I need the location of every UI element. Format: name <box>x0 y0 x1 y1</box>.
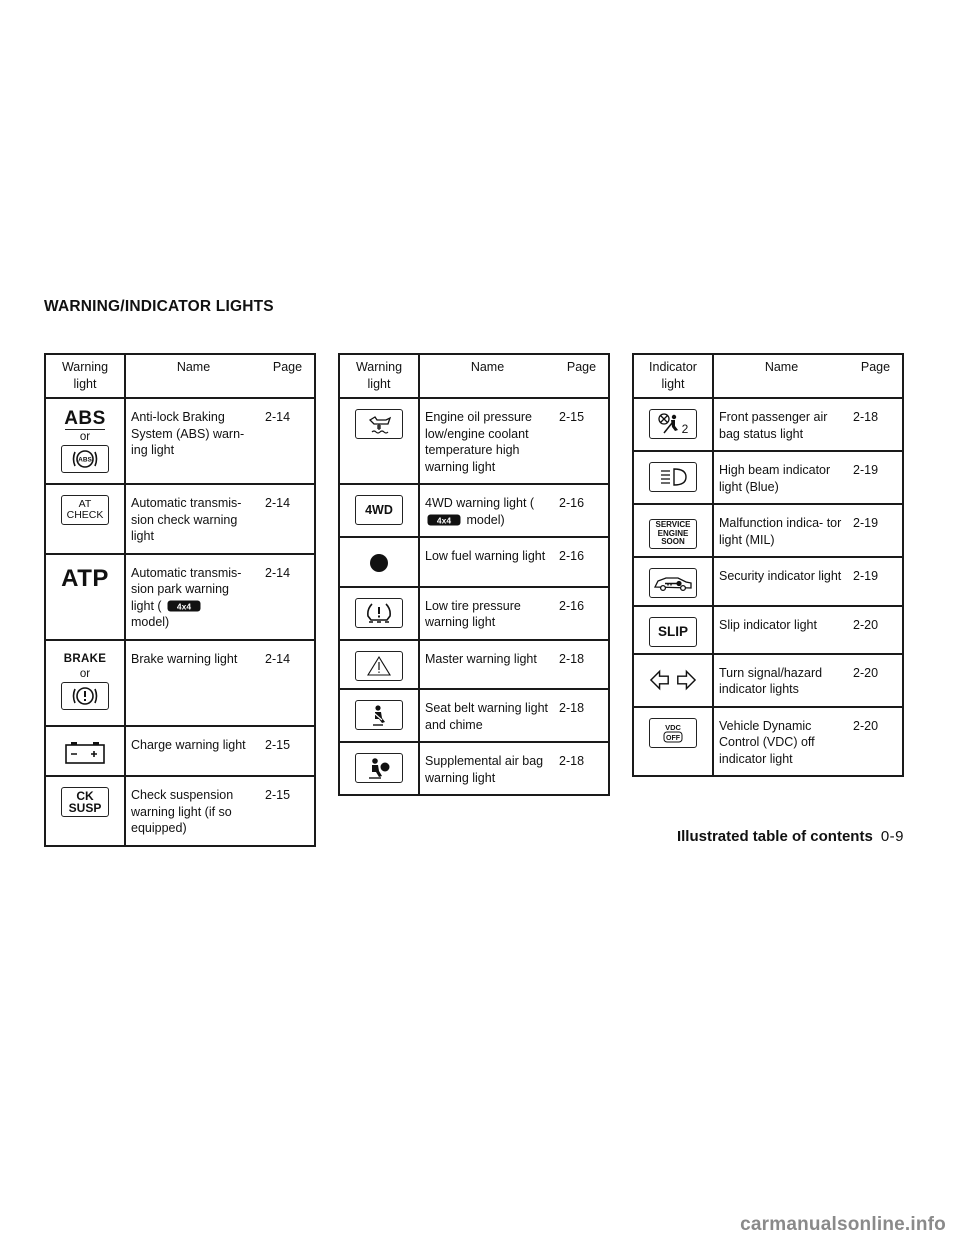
page-ref: 2-16 <box>555 587 609 640</box>
page-ref: 2-16 <box>555 537 609 587</box>
airbag-icon <box>355 753 403 783</box>
light-name-text: model) <box>466 512 505 527</box>
light-name: High beam indicator light (Blue) <box>713 451 849 504</box>
svg-text:VDC: VDC <box>665 722 681 732</box>
turn-signal-icon <box>649 665 697 695</box>
light-name: Low fuel warning light <box>419 537 555 587</box>
master-warning-icon <box>355 651 403 681</box>
page-footer <box>677 828 904 845</box>
light-name: Charge warning light <box>125 726 261 777</box>
light-name: Seat belt warning light and chime <box>419 689 555 742</box>
abs-circle-icon <box>61 445 109 473</box>
header-name: Name <box>713 354 849 398</box>
page-ref: 2-18 <box>849 398 903 451</box>
footer-section: Illustrated table of contents <box>676 828 873 845</box>
indicator-lights-table <box>632 353 904 777</box>
light-name: Brake warning light <box>125 640 261 726</box>
tire-pressure-icon <box>355 598 403 628</box>
table-row <box>339 640 609 690</box>
watermark: carmanualsonline.info <box>740 1214 946 1235</box>
footer-page-number: 0-9 <box>880 828 904 845</box>
page-ref: 2-14 <box>261 640 315 726</box>
table-row <box>633 606 903 654</box>
table-row <box>45 554 315 640</box>
light-name: Slip indicator light <box>713 606 849 654</box>
header-light: Indicator light <box>633 354 713 398</box>
table-header-row <box>45 354 315 398</box>
page-ref: 2-14 <box>261 484 315 554</box>
table-row <box>339 537 609 587</box>
light-name-text: model) <box>131 615 170 629</box>
header-page: Page <box>555 354 609 398</box>
seat-belt-icon <box>355 700 403 730</box>
svg-text:ABS: ABS <box>78 456 92 464</box>
at-check-icon: AT CHECK <box>61 495 109 525</box>
table-row <box>339 742 609 795</box>
svg-text:2: 2 <box>681 422 689 436</box>
svg-text:4x4: 4x4 <box>436 515 452 526</box>
light-name <box>419 484 555 537</box>
table-row <box>45 726 315 777</box>
light-name-text: 4WD warning light ( <box>425 496 535 510</box>
brake-text-icon: BRAKE <box>63 652 107 665</box>
oil-can-icon <box>355 409 403 439</box>
header-light: Warning light <box>339 354 419 398</box>
table-row <box>45 640 315 726</box>
battery-icon <box>61 737 109 767</box>
slip-icon: SLIP <box>649 617 697 647</box>
section-title: WARNING/INDICATOR LIGHTS <box>44 298 274 315</box>
header-name: Name <box>125 354 261 398</box>
page-ref: 2-19 <box>849 557 903 606</box>
passenger-airbag-icon <box>649 409 697 439</box>
page-ref: 2-20 <box>849 606 903 654</box>
light-name: Vehicle Dynamic Control (VDC) off indicator light <box>713 707 849 777</box>
page-ref: 2-15 <box>555 398 609 484</box>
security-car-icon <box>649 568 697 598</box>
vdc-off-icon <box>649 718 697 748</box>
warning-lights-table-2 <box>338 353 610 796</box>
header-page: Page <box>849 354 903 398</box>
light-name: Supplemental air bag warning light <box>419 742 555 795</box>
table-row <box>633 398 903 451</box>
light-name: Front passenger air bag status light <box>713 398 849 451</box>
page-ref: 2-19 <box>849 451 903 504</box>
light-name: Malfunction indica- tor light (MIL) <box>713 504 849 557</box>
light-name: Security indicator light <box>713 557 849 606</box>
light-name: Anti-lock Braking System (ABS) warn- ing light <box>125 398 261 484</box>
header-name: Name <box>419 354 555 398</box>
table-row <box>633 451 903 504</box>
table-row <box>633 557 903 606</box>
light-name <box>125 554 261 640</box>
4wd-icon: 4WD <box>355 495 403 525</box>
page-ref: 2-14 <box>261 398 315 484</box>
table-header-row <box>339 354 609 398</box>
table-row <box>633 654 903 707</box>
light-name: Master warning light <box>419 640 555 690</box>
table-row <box>339 689 609 742</box>
light-name: Turn signal/hazard indicator lights <box>713 654 849 707</box>
page-ref: 2-18 <box>555 640 609 690</box>
light-name-text: Automatic transmis- sion park warning light ( <box>131 565 242 613</box>
warning-lights-table-1 <box>44 353 316 847</box>
table-row <box>45 484 315 554</box>
4x4-badge-icon <box>167 600 201 612</box>
table-row <box>339 484 609 537</box>
svg-text:OFF: OFF <box>666 734 680 742</box>
table-header-row <box>633 354 903 398</box>
4x4-badge-icon <box>427 514 461 526</box>
page-ref: 2-15 <box>261 726 315 777</box>
page-ref: 2-19 <box>849 504 903 557</box>
page-ref: 2-14 <box>261 554 315 640</box>
light-name: Check suspension warning light (if so equipped) <box>125 776 261 846</box>
svg-text:4x4: 4x4 <box>176 601 192 612</box>
ck-susp-icon: CK SUSP <box>61 787 109 817</box>
page-ref: 2-18 <box>555 742 609 795</box>
light-name: Low tire pressure warning light <box>419 587 555 640</box>
abs-warning-icon: ABS <box>64 408 106 429</box>
high-beam-icon <box>649 462 697 492</box>
page-ref: 2-20 <box>849 654 903 707</box>
table-row <box>339 398 609 484</box>
table-row <box>45 398 315 484</box>
brake-circle-icon <box>61 682 109 710</box>
page-ref: 2-15 <box>261 776 315 846</box>
fuel-dot-icon <box>355 548 403 578</box>
page-ref: 2-20 <box>849 707 903 777</box>
page-ref: 2-18 <box>555 689 609 742</box>
table-row <box>339 587 609 640</box>
header-light: Warning light <box>45 354 125 398</box>
page-ref: 2-16 <box>555 484 609 537</box>
table-row <box>633 707 903 777</box>
light-name: Engine oil pressure low/engine coolant temperature high warning light <box>419 398 555 484</box>
or-label: or <box>79 431 91 443</box>
table-row <box>45 776 315 846</box>
or-label: or <box>79 667 91 680</box>
atp-icon: ATP <box>61 564 109 592</box>
header-page: Page <box>261 354 315 398</box>
table-row <box>633 504 903 557</box>
service-engine-soon-icon: SERVICE ENGINE SOON <box>649 519 697 549</box>
light-name: Automatic transmis- sion check warning light <box>125 484 261 554</box>
